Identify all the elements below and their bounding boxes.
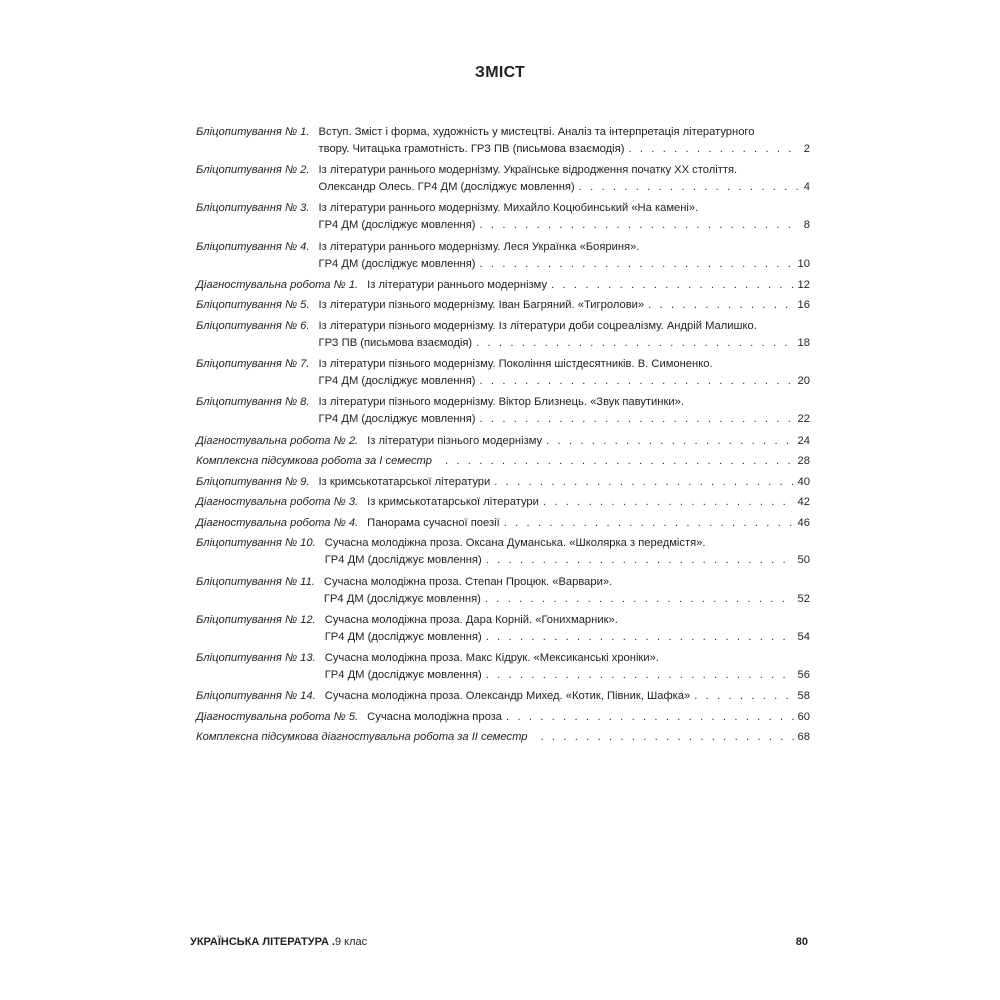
toc-entry[interactable]	[196, 124, 810, 158]
toc-entry-line	[325, 688, 810, 705]
dot-leader	[476, 373, 794, 390]
toc-entry-body	[319, 162, 810, 196]
toc-entry[interactable]	[196, 574, 810, 608]
toc-entry-page-number: 58	[797, 690, 810, 703]
toc-entry-label: Бліцопитування № 7.	[196, 358, 310, 371]
toc-entry-text: Із літератури пізнього модернізму. Покоління шістдесятників. В. Симоненко.	[318, 358, 713, 371]
page-title: ЗМІСТ	[474, 64, 526, 81]
toc-entry-page-number: 10	[797, 257, 810, 270]
toc-entry-label: Діагностувальна робота № 3.	[196, 496, 359, 509]
toc-entry-line	[319, 373, 810, 390]
dot-leader	[472, 335, 793, 352]
toc-entry-line	[319, 200, 810, 217]
dot-leader	[476, 217, 800, 234]
toc-entry-text: Вступ. Зміст і форма, художність у мистецтві. Аналіз та інтерпретація літературного	[318, 126, 755, 138]
toc-entry-text: Сучасна молодіжна проза. Степан Процюк. «Варвари».	[323, 575, 613, 588]
toc-entry-page-number: 46	[797, 516, 810, 529]
toc-entry-page-number: 22	[797, 413, 810, 426]
toc-entry-text: Із літератури раннього модернізму. Леся Українка «Бояриня».	[318, 240, 640, 253]
dot-leader	[482, 552, 794, 569]
toc-entry-label: Бліцопитування № 1.	[196, 126, 310, 138]
toc-entry-line	[537, 729, 811, 746]
toc-entry-body	[537, 729, 811, 746]
toc-entry[interactable]	[196, 688, 810, 705]
toc-entry-body	[319, 200, 810, 234]
grade-label: 9 клас	[335, 936, 368, 948]
dot-leader	[482, 667, 794, 684]
toc-entry-text: ГР4 ДМ (досліджує мовлення)	[324, 630, 482, 643]
toc-entry-body	[367, 709, 810, 726]
toc-entry-page-number: 24	[797, 434, 810, 447]
toc-entry-body	[441, 453, 810, 470]
toc-entry[interactable]	[196, 162, 810, 196]
dot-leader	[481, 591, 794, 608]
toc-entry-text: Із літератури пізнього модернізму. Іван Багряний. «Тигролови»	[318, 299, 645, 312]
toc-entry-body	[324, 574, 810, 608]
toc-entry[interactable]	[196, 200, 810, 234]
toc-entry-text: ГР4 ДМ (досліджує мовлення)	[318, 219, 476, 232]
toc-entry-page-number: 28	[797, 455, 810, 468]
toc-entry-page-number: 42	[797, 496, 810, 509]
toc-entry[interactable]	[196, 709, 810, 726]
toc-entry-label: Бліцопитування № 9.	[196, 475, 310, 488]
toc-entry[interactable]	[196, 277, 810, 294]
toc-entry-line	[319, 335, 810, 352]
toc-entry-text: Із кримськотатарської літератури	[367, 496, 539, 509]
toc-entry-line	[319, 297, 810, 314]
toc-entry-body	[319, 297, 810, 314]
toc-entry-label: Бліцопитування № 5.	[196, 299, 310, 312]
toc-entry-text: Із літератури пізнього модернізму	[367, 434, 543, 447]
toc-entry[interactable]	[196, 453, 810, 470]
toc-entry[interactable]	[196, 297, 810, 314]
toc-entry-label: Діагностувальна робота № 2.	[196, 434, 359, 447]
toc-entry-line	[319, 217, 810, 234]
toc-entry-body	[319, 356, 810, 390]
toc-entry[interactable]	[196, 239, 810, 273]
toc-entry-line	[325, 552, 810, 569]
dot-leader	[624, 141, 799, 158]
toc-entry-page-number: 68	[797, 731, 810, 744]
dot-leader	[476, 411, 794, 428]
toc-entry-line	[325, 629, 810, 646]
toc-entry-text: Із літератури раннього модернізму. Українське відродження початку ХХ століття.	[318, 164, 738, 177]
toc-entry-line	[367, 515, 810, 532]
toc-entry-body	[367, 515, 810, 532]
toc-entry-body	[319, 124, 810, 158]
toc-entry-text: Із літератури раннього модернізму	[367, 278, 548, 291]
dot-leader	[575, 179, 800, 196]
dot-leader	[690, 688, 793, 705]
toc-entry-line	[319, 239, 810, 256]
toc-entry-label: Бліцопитування № 13.	[196, 652, 316, 665]
toc-entry-label: Бліцопитування № 10.	[196, 537, 316, 550]
toc-entry-page-number: 12	[797, 278, 810, 291]
toc-entry-line	[367, 433, 810, 450]
toc-entry[interactable]	[196, 474, 810, 491]
dot-leader	[476, 256, 794, 273]
toc-entry-label: Діагностувальна робота № 4.	[196, 516, 359, 529]
toc-entry-line	[319, 179, 810, 196]
toc-entry-line	[367, 277, 810, 294]
dot-leader	[539, 494, 794, 511]
toc-entry-line	[325, 667, 810, 684]
toc-entry[interactable]	[196, 318, 810, 352]
toc-entry-text: ГР4 ДМ (досліджує мовлення)	[318, 257, 476, 270]
toc-entry-line	[319, 141, 810, 158]
toc-entry[interactable]	[196, 729, 810, 746]
toc-entry-text: Сучасна молодіжна проза. Олександр Михед. «Котик, Півник, Шафка»	[324, 690, 691, 703]
toc-entry-text: ГР4 ДМ (досліджує мовлення)	[318, 375, 476, 388]
toc-entry-page-number: 8	[803, 219, 810, 232]
toc-entry-line	[319, 474, 810, 491]
toc-entry-body	[319, 474, 810, 491]
toc-entry[interactable]	[196, 494, 810, 511]
toc-entry-label: Діагностувальна робота № 5.	[196, 710, 359, 723]
toc-entry[interactable]	[196, 650, 810, 684]
toc-entry-label: Бліцопитування № 6.	[196, 319, 310, 332]
toc-entry-line	[324, 574, 810, 591]
toc-entry-body	[325, 688, 810, 705]
toc-entry-text: Із літератури пізнього модернізму. Віктор Близнець. «Звук павутинки».	[318, 396, 684, 409]
toc-entry-text: Із кримськотатарської літератури	[318, 475, 491, 488]
toc-entry[interactable]	[196, 535, 810, 569]
toc-entry-page-number: 54	[797, 630, 810, 643]
toc-entry-text: Сучасна молодіжна проза	[367, 710, 503, 723]
toc-entry[interactable]	[196, 433, 810, 450]
footer-page-number: 80	[795, 936, 808, 948]
toc-entry-text: ГР4 ДМ (досліджує мовлення)	[323, 592, 481, 605]
toc-entry-body	[319, 318, 810, 352]
toc-entry-label: Бліцопитування № 11.	[196, 575, 315, 588]
dot-leader	[537, 729, 794, 746]
toc-entry-label: Бліцопитування № 2.	[196, 164, 310, 177]
toc-entry-page-number: 2	[803, 143, 810, 155]
dot-leader	[644, 297, 793, 314]
toc-entry-body	[367, 494, 810, 511]
toc-entry-page-number: 16	[797, 299, 810, 312]
toc-entry-body	[367, 433, 810, 450]
dot-leader	[490, 474, 793, 491]
toc-entry-line	[367, 494, 810, 511]
toc-entry-label: Бліцопитування № 8.	[196, 396, 310, 409]
toc-entry-label: Комплексна підсумкова робота за І семестр	[196, 455, 432, 468]
toc-entry-line	[319, 394, 810, 411]
toc-entry-text: Олександр Олесь. ГР4 ДМ (досліджує мовлення)	[318, 181, 575, 194]
toc-entry-page-number: 40	[797, 475, 810, 488]
dot-leader	[547, 277, 793, 294]
toc-entry-page-number: 60	[797, 710, 810, 723]
toc-entry-line	[325, 650, 810, 667]
toc-entry-line	[319, 162, 810, 179]
toc-entry-text: Сучасна молодіжна проза. Дара Корній. «Гонихмарник».	[324, 613, 618, 626]
footer-book-title	[190, 936, 367, 948]
toc-entry-text: ГРЗ ПВ (письмова взаємодія)	[318, 336, 473, 349]
toc-entry-label: Комплексна підсумкова діагностувальна робота за ІІ семестр	[196, 731, 528, 744]
toc-entry-line	[319, 318, 810, 335]
toc-entry-page-number: 52	[797, 592, 810, 605]
toc-entry-text: Панорама сучасної поезії	[367, 516, 500, 529]
toc-entry-body	[319, 394, 810, 428]
dot-leader	[482, 629, 794, 646]
toc-entry-body	[367, 277, 810, 294]
toc-entry-page-number: 18	[797, 336, 810, 349]
toc-entry-text: Сучасна молодіжна проза. Макс Кідрук. «Мексиканські хроніки».	[324, 652, 659, 665]
toc-entry-text: Із літератури пізнього модернізму. Із літератури доби соцреалізму. Андрій Малишко.	[318, 319, 757, 332]
toc-entry-label: Бліцопитування № 12.	[196, 613, 316, 626]
toc-entry-label: Діагностувальна робота № 1.	[196, 278, 359, 291]
toc-entry-page-number: 56	[797, 669, 810, 682]
toc-entry-line	[325, 612, 810, 629]
toc-entry-text: Сучасна молодіжна проза. Оксана Думанська. «Школярка з передмістя».	[324, 537, 706, 550]
book-title: УКРАЇНСЬКА ЛІТЕРАТУРА .	[190, 936, 335, 948]
table-of-contents	[196, 124, 810, 750]
toc-entry-body	[325, 535, 810, 569]
dot-leader	[441, 453, 794, 470]
toc-entry-line	[319, 356, 810, 373]
toc-entry-text: твору. Читацька грамотність. ГРЗ ПВ (письмова взаємодія)	[318, 143, 625, 155]
toc-entry[interactable]	[196, 394, 810, 428]
toc-entry-line	[367, 709, 810, 726]
toc-entry-label: Бліцопитування № 4.	[196, 240, 310, 253]
toc-entry-body	[325, 650, 810, 684]
toc-entry-page-number: 4	[803, 181, 810, 194]
toc-entry-label: Бліцопитування № 3.	[196, 202, 310, 215]
toc-entry[interactable]	[196, 612, 810, 646]
toc-entry-line	[319, 256, 810, 273]
toc-entry-body	[319, 239, 810, 273]
dot-leader	[542, 433, 793, 450]
toc-entry-text: ГР4 ДМ (досліджує мовлення)	[318, 413, 476, 426]
toc-entry-text: ГР4 ДМ (досліджує мовлення)	[324, 554, 482, 567]
toc-entry-page-number: 50	[797, 554, 810, 567]
toc-entry-page-number: 20	[797, 375, 810, 388]
toc-entry-label: Бліцопитування № 14.	[196, 690, 316, 703]
dot-leader	[502, 709, 794, 726]
toc-entry-line	[441, 453, 810, 470]
toc-entry-line	[325, 535, 810, 552]
toc-entry-text: Із літератури раннього модернізму. Михайло Коцюбинський «На камені».	[318, 202, 699, 215]
toc-entry-text: ГР4 ДМ (досліджує мовлення)	[324, 669, 482, 682]
toc-entry[interactable]	[196, 515, 810, 532]
toc-entry-line	[319, 124, 810, 141]
toc-entry-body	[325, 612, 810, 646]
toc-entry-line	[319, 411, 810, 428]
toc-entry[interactable]	[196, 356, 810, 390]
dot-leader	[500, 515, 794, 532]
toc-entry-line	[324, 591, 810, 608]
